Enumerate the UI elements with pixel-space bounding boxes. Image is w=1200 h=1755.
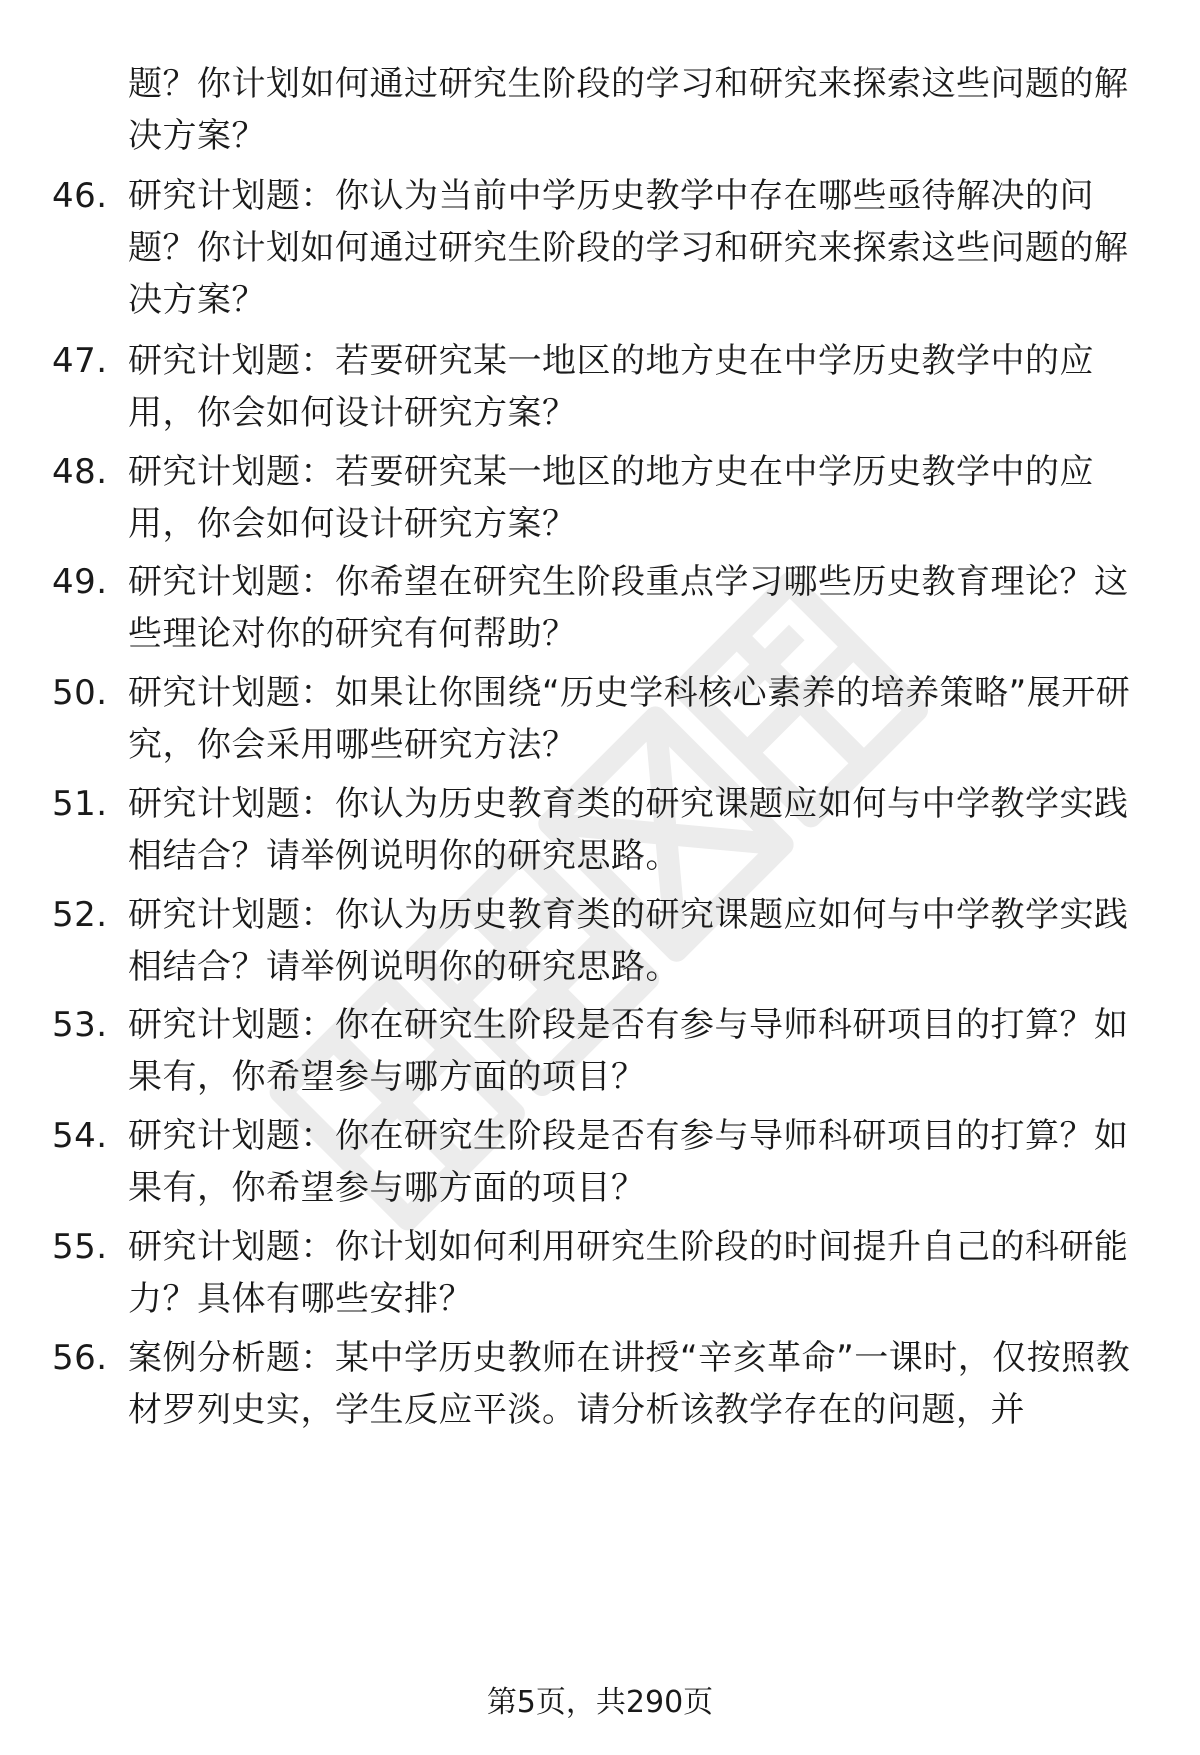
- question-text: 研究计划题：你认为当前中学历史教学中存在哪些亟待解决的问题？你计划如何通过研究生阶段的学习和研究来探索这些问题的解决方案？: [128, 176, 1129, 320]
- question-text: 研究计划题：若要研究某一地区的地方史在中学历史教学中的应用，你会如何设计研究方案？: [128, 452, 1094, 544]
- question-number: 53.: [52, 1005, 108, 1045]
- question-number: 51.: [52, 784, 108, 824]
- question-number: 47.: [52, 341, 108, 381]
- question-number: 56.: [52, 1338, 108, 1378]
- question-text: 案例分析题：某中学历史教师在讲授“辛亥革命”一课时，仅按照教材罗列史实，学生反应平淡。请分析该教学存在的问题，并: [128, 1338, 1131, 1430]
- question-number: 50.: [52, 673, 108, 713]
- question-text: 研究计划题：你认为历史教育类的研究课题应如何与中学教学实践相结合？请举例说明你的研究思路。: [128, 895, 1129, 987]
- question-text: 研究计划题：你认为历史教育类的研究课题应如何与中学教学实践相结合？请举例说明你的研究思路。: [128, 784, 1129, 876]
- question-text: 研究计划题：你在研究生阶段是否有参与导师科研项目的打算？如果有，你希望参与哪方面的项目？: [128, 1005, 1129, 1097]
- question-text: 研究计划题：你在研究生阶段是否有参与导师科研项目的打算？如果有，你希望参与哪方面的项目？: [128, 1116, 1129, 1208]
- question-number: 49.: [52, 562, 108, 602]
- question-number: 52.: [52, 895, 108, 935]
- question-text: 研究计划题：若要研究某一地区的地方史在中学历史教学中的应用，你会如何设计研究方案？: [128, 341, 1094, 433]
- page-footer: 第5页，共290页: [486, 1685, 714, 1720]
- question-text: 研究计划题：你希望在研究生阶段重点学习哪些历史教育理论？这些理论对你的研究有何帮助？: [128, 562, 1129, 654]
- question-number: 46.: [52, 176, 108, 216]
- question-text: 研究计划题：如果让你围绕“历史学科核心素养的培养策略”展开研究，你会采用哪些研究方法？: [128, 673, 1131, 765]
- question-text: 研究计划题：你计划如何利用研究生阶段的时间提升自己的科研能力？具体有哪些安排？: [128, 1227, 1129, 1319]
- question-number: 54.: [52, 1116, 108, 1156]
- question-number: 48.: [52, 452, 108, 492]
- question-number: 55.: [52, 1227, 108, 1267]
- continuation-paragraph: 题？你计划如何通过研究生阶段的学习和研究来探索这些问题的解决方案？: [128, 64, 1129, 156]
